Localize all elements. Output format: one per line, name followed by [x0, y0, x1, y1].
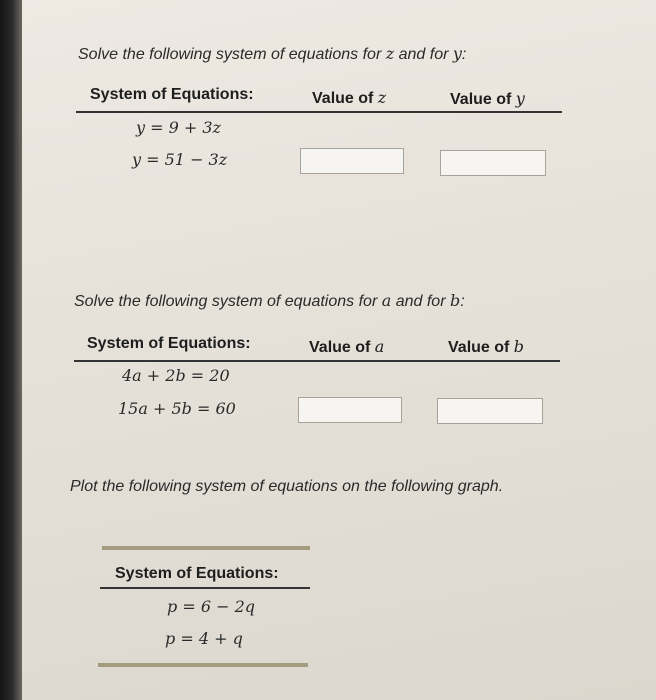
problem1-prompt-and: and for: [394, 46, 453, 63]
problem1-header-value-y-var: y: [515, 89, 525, 108]
problem3-equation-1: p = 6 − 2q: [167, 597, 255, 616]
problem1-header-system: System of Equations:: [90, 86, 254, 103]
problem2-header-system: System of Equations:: [87, 335, 251, 352]
problem2-prompt-and: and for: [391, 293, 450, 310]
problem2-prompt-var-b: b: [449, 291, 461, 310]
problem1-prompt-end: :: [461, 46, 467, 63]
screen-edge-shadow: [0, 0, 22, 700]
problem1-prompt-var-y: y: [452, 44, 462, 63]
problem2-header-rule: [74, 360, 560, 362]
problem2-header-value-b-text: Value of: [448, 339, 514, 356]
problem2-prompt-text: Solve the following system of equations for: [74, 293, 382, 310]
problem1-answer-z-input[interactable]: [300, 148, 404, 174]
problem1-header-value-y-text: Value of: [450, 91, 516, 108]
problem1-header-value-z-text: Value of: [312, 90, 378, 107]
problem1-header-value-z: [312, 88, 386, 108]
problem1-prompt: [78, 44, 466, 64]
problem2-header-value-a: [309, 337, 384, 357]
problem1-header-value-y: [450, 89, 525, 109]
problem2-header-value-a-var: a: [374, 337, 385, 356]
worksheet-page: [22, 0, 656, 700]
problem3-equation-2: p = 4 + q: [165, 629, 243, 648]
problem3-header-system: System of Equations:: [115, 565, 279, 582]
problem3-table-top-rule: [102, 546, 310, 550]
problem2-equation-1: 4a + 2b = 20: [122, 366, 230, 385]
problem2-prompt: [74, 291, 465, 311]
problem1-equation-1: y = 9 + 3z: [136, 118, 221, 137]
problem1-header-rule: [76, 111, 562, 113]
problem1-equation-2: y = 51 − 3z: [132, 150, 228, 169]
problem2-prompt-end: :: [460, 293, 465, 310]
problem2-header-value-b: [448, 337, 524, 357]
problem2-answer-a-input[interactable]: [298, 397, 402, 423]
problem1-header-value-z-var: z: [377, 88, 387, 107]
problem1-prompt-text: Solve the following system of equations for: [78, 46, 386, 63]
problem3-table-bottom-rule: [98, 663, 308, 667]
problem1-answer-y-input[interactable]: [440, 150, 546, 176]
problem3-prompt: Plot the following system of equations on the following graph.: [70, 478, 504, 495]
problem2-header-value-b-var: b: [513, 337, 525, 356]
problem2-answer-b-input[interactable]: [437, 398, 543, 424]
problem2-equation-2: 15a + 5b = 60: [118, 399, 236, 418]
problem1-prompt-var-z: z: [385, 44, 395, 63]
problem2-header-value-a-text: Value of: [309, 339, 375, 356]
problem2-prompt-var-a: a: [381, 291, 392, 310]
problem3-header-rule: [100, 587, 310, 589]
